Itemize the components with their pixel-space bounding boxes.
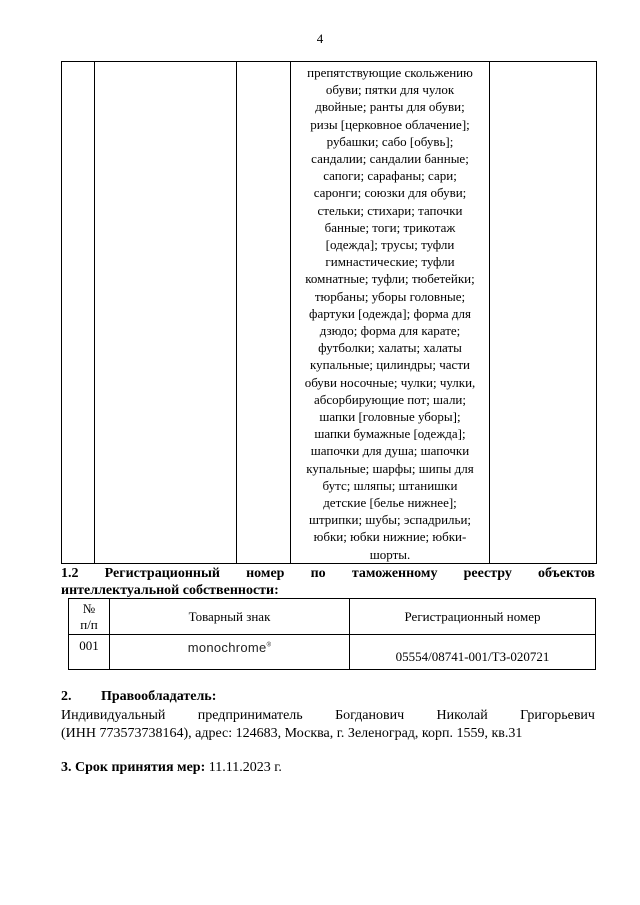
goods-line: саронги; союзки для обуви; — [313, 185, 467, 201]
goods-line: шапочки для душа; шапочки — [310, 443, 470, 459]
heading-word: номер — [246, 566, 285, 581]
owner-word: предприниматель — [197, 708, 303, 723]
section-1-2-heading-cont: интеллектуальной собственности: — [61, 583, 279, 598]
owner-word: Богданович — [335, 708, 405, 723]
heading-word: Регистрационный — [104, 566, 220, 581]
goods-table — [61, 61, 597, 564]
goods-line: детские [белье нижнее]; — [323, 495, 457, 511]
goods-line: тюрбаны; уборы головные; — [314, 288, 466, 304]
goods-line: купальные; цилиндры; части — [310, 357, 470, 373]
section-2-heading: 2. Правообладатель: — [61, 689, 217, 704]
trademark-logo-cell — [110, 635, 350, 670]
table-cell-empty — [490, 62, 597, 564]
registration-table — [68, 598, 596, 670]
owner-text — [61, 708, 595, 724]
heading-word: реестру — [463, 566, 512, 581]
goods-line: дзюдо; форма для карате; — [319, 323, 461, 339]
section-1-2-heading — [61, 566, 595, 582]
goods-line: комнатные; туфли; тюбетейки; — [305, 271, 475, 287]
goods-line: гимнастические; туфли — [325, 254, 455, 270]
goods-line: штрипки; шубы; эспадрильи; — [308, 512, 472, 528]
goods-line: купальные; шарфы; шипы для — [306, 460, 474, 476]
heading-word: объектов — [537, 566, 595, 581]
heading-word: по — [310, 566, 326, 581]
header-trademark: Товарный знак — [110, 599, 350, 635]
goods-line: банные; тоги; трикотаж — [324, 219, 456, 235]
goods-line: ризы [церковное облачение]; — [310, 116, 470, 132]
header-num — [69, 599, 110, 635]
section-3-value: 11.11.2023 г. — [205, 760, 282, 775]
page-number: 4 — [316, 31, 324, 46]
goods-line: обуви; пятки для чулок — [325, 82, 455, 98]
row-num: 001 — [69, 635, 110, 670]
section-3 — [61, 760, 282, 776]
goods-line: шорты. — [369, 546, 411, 562]
heading-word: таможенному — [351, 566, 438, 581]
goods-line: двойные; ранты для обуви; — [315, 99, 465, 115]
goods-line: шапки [головные уборы]; — [319, 409, 461, 425]
owner-word: Николай — [436, 708, 488, 723]
table-cell-empty — [95, 62, 237, 564]
header-num-symbol: № — [82, 600, 96, 616]
goods-line: сапоги; сарафаны; сари; — [323, 168, 457, 184]
section-3-label: 3. Срок принятия мер: — [61, 760, 206, 775]
goods-list-text — [291, 62, 489, 563]
header-reg-number: Регистрационный номер — [350, 599, 596, 635]
goods-line: абсорбирующие пот; шали; — [313, 391, 467, 407]
goods-line: футболки; халаты; халаты — [318, 340, 462, 356]
owner-word: Индивидуальный — [61, 708, 166, 723]
heading-word: 1.2 — [61, 566, 79, 581]
goods-line: шапки бумажные [одежда]; — [314, 426, 466, 442]
goods-line: [одежда]; трусы; туфли — [325, 237, 455, 253]
goods-list-cell — [291, 62, 490, 564]
owner-word: Григорьевич — [520, 708, 595, 723]
table-cell-empty — [62, 62, 95, 564]
trademark-logo: monochrome® — [187, 640, 272, 655]
header-num-abbr: п/п — [80, 616, 98, 632]
goods-line: фартуки [одежда]; форма для — [309, 305, 471, 321]
goods-line: препятствующие скольжению — [307, 65, 473, 80]
goods-line: стельки; стихари; тапочки — [317, 202, 463, 218]
reg-number: 05554/08741-001/ТЗ-020721 — [350, 635, 596, 670]
table-cell-empty — [237, 62, 291, 564]
goods-line: рубашки; сабо [обувь]; — [326, 133, 454, 149]
goods-line: юбки; юбки нижние; юбки- — [313, 529, 467, 545]
owner-text-cont: (ИНН 773573738164), адрес: 124683, Москва, г. Зеленоград, корп. 1559, кв.31 — [61, 726, 523, 741]
goods-line: обуви носочные; чулки; чулки, — [304, 374, 476, 390]
goods-line: бутс; шляпы; штанишки — [322, 477, 458, 493]
goods-line: сандалии; сандалии банные; — [311, 151, 469, 167]
